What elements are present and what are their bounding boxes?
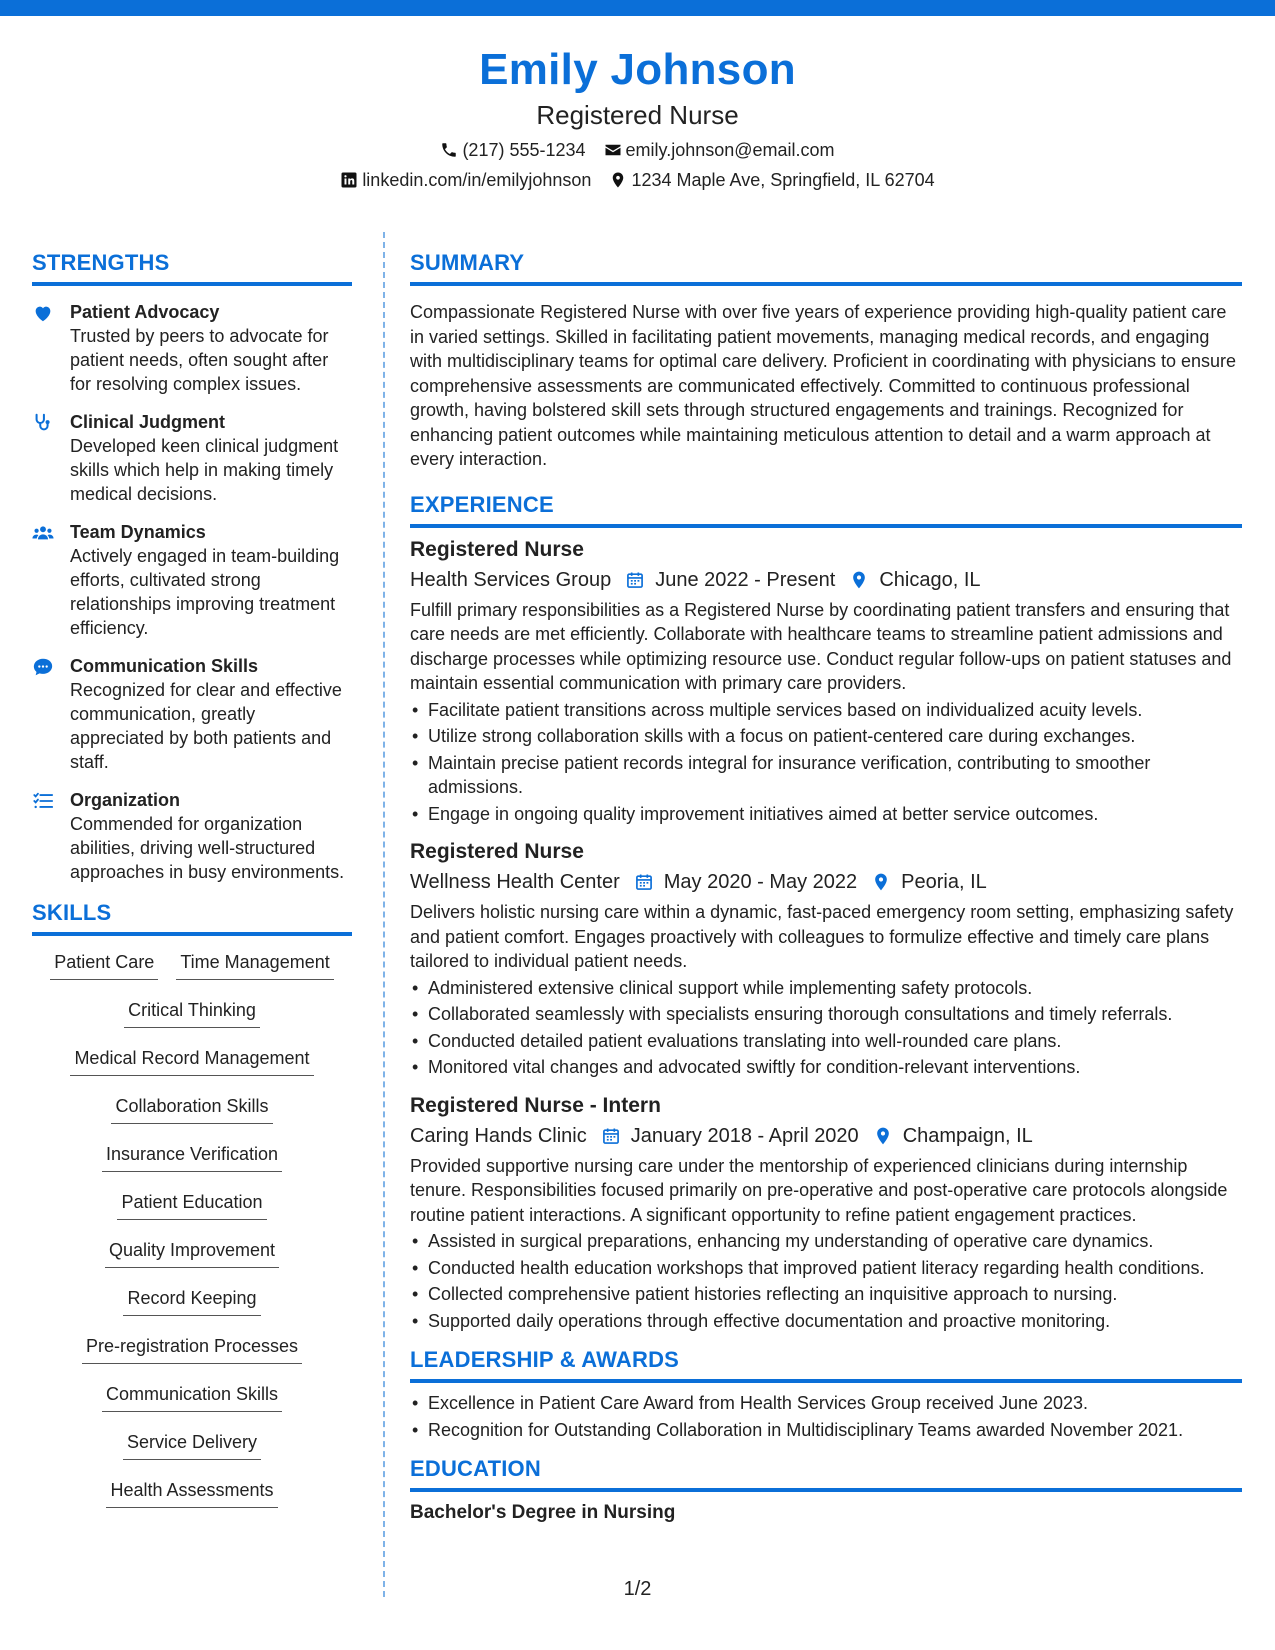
job-dates-group xyxy=(634,868,857,896)
phone-item xyxy=(440,138,585,162)
skill-tag: Health Assessments xyxy=(106,1478,277,1508)
job-company: Health Services Group xyxy=(410,568,612,591)
strength-title: Organization xyxy=(70,790,181,810)
job-location: Peoria, IL xyxy=(901,871,987,893)
email-item[interactable] xyxy=(604,138,835,162)
strength-title: Team Dynamics xyxy=(70,522,206,542)
education-heading: EDUCATION xyxy=(410,1456,541,1481)
strength-item xyxy=(32,410,352,506)
strength-title: Patient Advocacy xyxy=(70,302,220,322)
strengths-rule xyxy=(32,282,352,286)
awards-rule xyxy=(410,1379,1242,1383)
skill-tag: Patient Care xyxy=(50,950,158,980)
job-dates: May 2020 - May 2022 xyxy=(663,871,858,893)
strength-item xyxy=(32,520,352,640)
address-item xyxy=(609,168,934,192)
skill-tag: Time Management xyxy=(176,950,333,980)
job-entry xyxy=(410,1092,1242,1334)
map-pin-icon xyxy=(873,1126,893,1146)
job-bullet: • Supported daily operations through effective documentation and proactive monitoring. xyxy=(410,1309,1242,1334)
awards-heading: LEADERSHIP & AWARDS xyxy=(410,1347,680,1372)
skill-tag: Critical Thinking xyxy=(124,998,260,1028)
job-meta xyxy=(410,1122,1242,1150)
experience-rule xyxy=(410,524,1242,528)
skill-tag: Record Keeping xyxy=(123,1286,260,1316)
strength-desc: Actively engaged in team-building efforts, cultivated strong relationships improving treatment efficiency. xyxy=(70,546,340,638)
strength-title: Clinical Judgment xyxy=(70,412,226,432)
envelope-icon xyxy=(604,141,622,159)
job-bullet: • Administered extensive clinical support while implementing safety protocols. xyxy=(410,976,1242,1001)
list-check-icon xyxy=(32,788,70,884)
strength-desc: Trusted by peers to advocate for patient needs, often sought after for resolving complex issues. xyxy=(70,326,329,394)
strength-item xyxy=(32,654,352,774)
job-location-group xyxy=(873,1122,1033,1150)
skills-heading: SKILLS xyxy=(32,900,112,925)
calendar-icon xyxy=(634,872,654,892)
skill-tag: Pre-registration Processes xyxy=(82,1334,302,1364)
phone-icon xyxy=(440,141,458,159)
job-dates: January 2018 - April 2020 xyxy=(630,1124,859,1147)
job-bullet: • Utilize strong collaboration skills with a focus on patient-centered care during exchanges. xyxy=(410,724,1242,749)
job-bullet: • Collected comprehensive patient histories reflecting an inquisitive approach to nursing. xyxy=(410,1282,1242,1307)
job-bullets xyxy=(410,1229,1242,1333)
summary-rule xyxy=(410,282,1242,286)
strength-item xyxy=(32,300,352,396)
job-bullet: • Conducted health education workshops that improved patient literacy regarding health conditions. xyxy=(410,1256,1242,1281)
job-location-group xyxy=(871,868,987,896)
job-bullet: • Facilitate patient transitions across multiple services based on individualized acuity levels. xyxy=(410,698,1242,723)
job-bullet: • Collaborated seamlessly with specialists ensuring thorough consultations and timely referrals. xyxy=(410,1002,1242,1027)
skill-tag: Medical Record Management xyxy=(70,1046,313,1076)
job-bullets xyxy=(410,976,1242,1080)
job-bullet: • Engage in ongoing quality improvement initiatives aimed at better service outcomes. xyxy=(410,802,1242,827)
job-bullet: • Assisted in surgical preparations, enhancing my understanding of operative care dynamics. xyxy=(410,1229,1242,1254)
job-description: Delivers holistic nursing care within a dynamic, fast-paced emergency room setting, emphasizing safety and patient comfort. Engages proactively with colleagues to formulize effective and timely care plans tailored to individual patient needs. xyxy=(410,902,1234,971)
page-number: 1/2 xyxy=(623,1578,652,1600)
contact-row-2 xyxy=(0,168,1275,192)
job-title: Registered Nurse xyxy=(410,537,584,561)
job-description: Fulfill primary responsibilities as a Registered Nurse by coordinating patient transfers and ensuring that care needs are met efficiently. Collaborate with healthcare teams to streamline patient admissions and discharge processes while optimizing resource use. Conduct regular follow-ups on patient statuses and maintain essential communication with primary care providers. xyxy=(410,599,1232,693)
candidate-name: Emily Johnson xyxy=(479,45,796,94)
map-pin-icon xyxy=(609,171,627,189)
linkedin-icon xyxy=(340,171,358,189)
job-description: Provided supportive nursing care under the mentorship of experienced clinicians during internship tenure. Responsibilities focused primarily on pre-operative and post-operative care protocols alongside routine patient interactions. A significant opportunity to refine patient engagement practices. xyxy=(410,1155,1228,1225)
strength-title: Communication Skills xyxy=(70,656,259,676)
address-text: 1234 Maple Ave, Springfield, IL 62704 xyxy=(631,170,935,190)
job-location: Chicago, IL xyxy=(879,568,981,591)
strength-desc: Developed keen clinical judgment skills which help in making timely medical decisions. xyxy=(70,436,339,504)
job-meta xyxy=(410,566,1242,594)
contact-row-1 xyxy=(0,138,1275,162)
job-dates: June 2022 - Present xyxy=(655,568,836,591)
strength-desc: Recognized for clear and effective communication, greatly appreciated by both patients and staff. xyxy=(70,680,342,772)
job-location: Champaign, IL xyxy=(902,1124,1033,1147)
linkedin-text[interactable]: linkedin.com/in/emilyjohnson xyxy=(362,170,592,190)
skills-rule xyxy=(32,932,352,936)
award-item: • Excellence in Patient Care Award from Health Services Group received June 2023. xyxy=(410,1391,1242,1416)
candidate-role: Registered Nurse xyxy=(536,100,739,130)
strength-item xyxy=(32,788,352,884)
job-entry xyxy=(410,838,1242,1080)
map-pin-icon xyxy=(849,570,869,590)
left-column xyxy=(32,248,352,1526)
job-bullet: • Conducted detailed patient evaluations translating into well-rounded care plans. xyxy=(410,1029,1242,1054)
job-dates-group xyxy=(601,1122,859,1150)
strength-desc: Commended for organization abilities, driving well-structured approaches in busy environments. xyxy=(70,814,345,882)
education-degree: Bachelor's Degree in Nursing xyxy=(410,1502,676,1523)
job-location-group xyxy=(849,566,980,594)
strengths-heading: STRENGTHS xyxy=(32,250,170,275)
experience-heading: EXPERIENCE xyxy=(410,491,554,517)
job-bullets xyxy=(410,698,1242,827)
skill-tag: Quality Improvement xyxy=(105,1238,279,1268)
skill-tag: Collaboration Skills xyxy=(111,1094,272,1124)
heart-icon xyxy=(32,300,70,396)
job-entry xyxy=(410,536,1242,827)
chat-icon xyxy=(32,654,70,774)
skill-tag: Service Delivery xyxy=(123,1430,261,1460)
top-accent-bar xyxy=(0,0,1275,16)
map-pin-icon xyxy=(871,872,891,892)
job-title: Registered Nurse - Intern xyxy=(410,1093,661,1117)
linkedin-item[interactable] xyxy=(340,168,591,192)
education-rule xyxy=(410,1488,1242,1492)
job-meta xyxy=(410,868,1242,896)
column-divider xyxy=(383,232,385,1597)
resume-header xyxy=(0,44,1275,192)
calendar-icon xyxy=(601,1126,621,1146)
users-icon xyxy=(32,520,70,640)
summary-heading: SUMMARY xyxy=(410,250,525,275)
phone-text: (217) 555-1234 xyxy=(462,140,586,160)
summary-text: Compassionate Registered Nurse with over five years of experience providing high-quality patient care in varied settings. Skilled in facilitating patient movements, managing medical records, and engaging with multidisciplinary teams for optimal care delivery. Proficient in coordinating with physicians to ensure comprehensive assessments are communicated effectively. Committed to continuous professional growth, having bolstered skill sets through structured engagements and trainings. Recognized for enhancing patient outcomes while maintaining meticulous attention to detail and a warm approach at every interaction. xyxy=(410,302,1237,469)
calendar-icon xyxy=(625,570,645,590)
job-company: Caring Hands Clinic xyxy=(410,1124,587,1147)
job-dates-group xyxy=(625,566,835,594)
awards-list xyxy=(410,1391,1242,1442)
job-title: Registered Nurse xyxy=(410,840,584,863)
skill-tag: Patient Education xyxy=(117,1190,266,1220)
skills-list xyxy=(32,950,352,1526)
stethoscope-icon xyxy=(32,410,70,506)
job-bullet: • Maintain precise patient records integral for insurance verification, contributing to smoother admissions. xyxy=(410,751,1242,800)
job-bullet: • Monitored vital changes and advocated swiftly for condition-relevant interventions. xyxy=(410,1055,1242,1080)
right-column xyxy=(410,248,1242,1526)
email-text[interactable]: emily.johnson@email.com xyxy=(625,140,835,160)
skill-tag: Communication Skills xyxy=(102,1382,282,1412)
award-item: • Recognition for Outstanding Collaboration in Multidisciplinary Teams awarded November 2021. xyxy=(410,1418,1242,1443)
job-company: Wellness Health Center xyxy=(410,871,620,893)
skill-tag: Insurance Verification xyxy=(102,1142,282,1172)
